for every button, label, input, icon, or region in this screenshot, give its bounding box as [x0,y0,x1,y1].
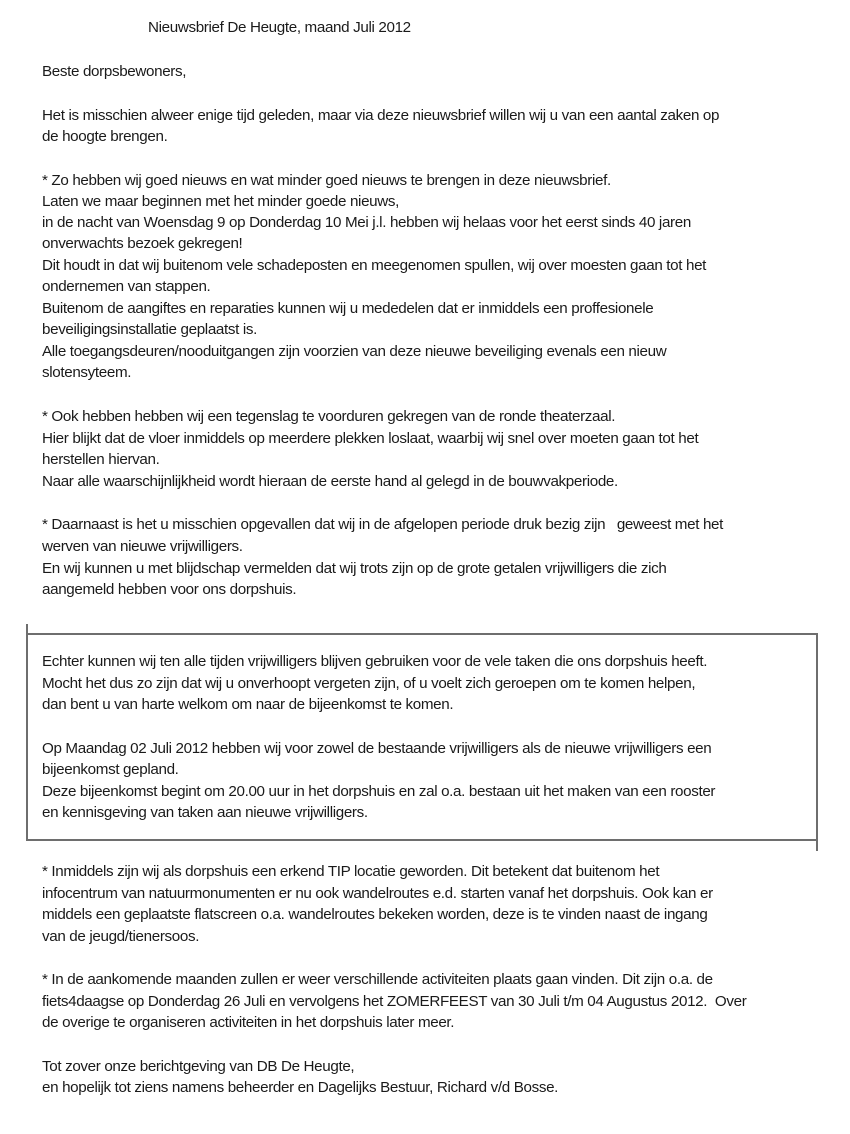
text-line: Tot zover onze berichtgeving van DB De Heugte, [42,1058,355,1075]
text-line: de overige te organiseren activiteiten in het dorpshuis later meer. [42,1014,455,1031]
text-line: * Zo hebben wij goed nieuws en wat minder goed nieuws te brengen in deze nieuwsbrief. [42,172,611,189]
text-line: en hopelijk tot ziens namens beheerder en Dagelijks Bestuur, Richard v/d Bosse. [42,1079,559,1096]
text-line: Alle toegangsdeuren/nooduitgangen zijn voorzien van deze nieuwe beveiliging evenals een nieuw [42,343,667,360]
text-line: infocentrum van natuurmonumenten er nu ook wandelroutes e.d. starten vanaf het dorpshuis. Ook kan er [42,885,713,902]
text-line: dan bent u van harte welkom om naar de bijeenkomst te komen. [42,696,454,713]
text-line: Op Maandag 02 Juli 2012 hebben wij voor zowel de bestaande vrijwilligers als de nieuwe vrijwilligers een [42,740,712,757]
text-line: in de nacht van Woensdag 9 op Donderdag 10 Mei j.l. hebben wij helaas voor het eerst sinds 40 jaren [42,214,691,231]
text-line: bijeenkomst gepland. [42,761,179,778]
box-border-right [816,633,818,851]
box-border-top [26,633,818,635]
text-line: beveiligingsinstallatie geplaatst is. [42,321,257,338]
text-line: * Inmiddels zijn wij als dorpshuis een erkend TIP locatie geworden. Dit betekent dat buitenom het [42,863,660,880]
text-line: * Daarnaast is het u misschien opgevallen dat wij in de afgelopen periode druk bezig zijn geweest met het [42,516,724,533]
box-border-left [26,624,28,841]
text-line: herstellen hiervan. [42,451,160,468]
text-line: * In de aankomende maanden zullen er weer verschillende activiteiten plaats gaan vinden. Dit zijn o.a. de [42,971,713,988]
text-line: Laten we maar beginnen met het minder goede nieuws, [42,193,400,210]
text-line: Dit houdt in dat wij buitenom vele schadeposten en meegenomen spullen, wij over moesten gaan tot het [42,257,707,274]
text-line: en kennisgeving van taken aan nieuwe vrijwilligers. [42,804,368,821]
text-line: Hier blijkt dat de vloer inmiddels op meerdere plekken loslaat, waarbij wij snel over moeten gaan tot het [42,430,699,447]
box-border-bottom [26,839,818,841]
text-line: onverwachts bezoek gekregen! [42,235,243,252]
text-line: Echter kunnen wij ten alle tijden vrijwilligers blijven gebruiken voor de vele taken die ons dorpshuis heeft. [42,653,708,670]
text-line: van de jeugd/tienersoos. [42,928,200,945]
text-line: Naar alle waarschijnlijkheid wordt hieraan de eerste hand al gelegd in de bouwvakperiode. [42,473,618,490]
text-line: * Ook hebben hebben wij een tegenslag te voorduren gekregen van de ronde theaterzaal. [42,408,616,425]
text-line: Het is misschien alweer enige tijd geleden, maar via deze nieuwsbrief willen wij u van een aantal zaken op [42,107,720,124]
text-line: ondernemen van stappen. [42,278,211,295]
text-line: Deze bijeenkomst begint om 20.00 uur in het dorpshuis en zal o.a. bestaan uit het maken van een rooster [42,783,716,800]
text-line: de hoogte brengen. [42,128,168,145]
greeting: Beste dorpsbewoners, [42,63,187,80]
text-line: werven van nieuwe vrijwilligers. [42,538,243,555]
text-line: Buitenom de aangiftes en reparaties kunnen wij u mededelen dat er inmiddels een proffesionele [42,300,654,317]
text-line: En wij kunnen u met blijdschap vermelden dat wij trots zijn op de grote getalen vrijwilligers die zich [42,560,667,577]
text-line: Mocht het dus zo zijn dat wij u onverhoopt vergeten zijn, of u voelt zich geroepen om te komen helpen, [42,675,696,692]
text-line: middels een geplaatste flatscreen o.a. wandelroutes bekeken worden, deze is te vinden naast de ingang [42,906,708,923]
text-line: slotensyteem. [42,364,132,381]
text-line: fiets4daagse op Donderdag 26 Juli en vervolgens het ZOMERFEEST van 30 Juli t/m 04 Augustus 2012. Over [42,993,747,1010]
text-line: aangemeld hebben voor ons dorpshuis. [42,581,297,598]
newsletter-title: Nieuwsbrief De Heugte, maand Juli 2012 [148,19,411,36]
